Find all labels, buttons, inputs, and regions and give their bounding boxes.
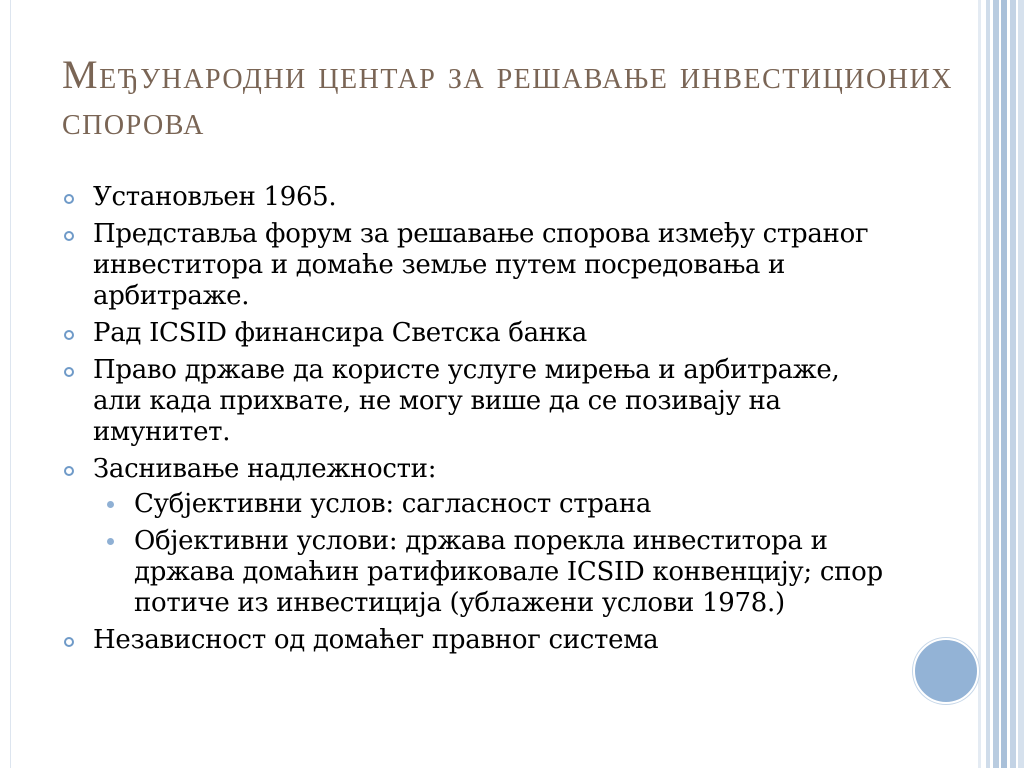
bullet-item	[62, 625, 892, 656]
bullet-text: Рад ICSID финансира Светска банка	[93, 318, 587, 348]
sub-bullet-text: Субјективни услов: сагласност страна	[134, 489, 652, 519]
ring-bullet-icon	[64, 330, 74, 340]
bullet-item	[62, 182, 892, 213]
bullet-item	[62, 219, 892, 312]
left-frame-line	[10, 0, 11, 768]
ring-bullet-icon	[64, 231, 74, 241]
ring-bullet-icon	[64, 194, 74, 204]
right-decorative-stripes	[978, 0, 1024, 768]
slide-content	[62, 182, 892, 656]
decorative-circle	[913, 638, 979, 704]
bullet-text: Право државе да користе услуге мирења и арбитраже, али када прихвате, не могу више да се позивају на имунитет.	[93, 355, 840, 447]
sub-bullet-text: Објективни услови: држава порекла инвеститора и држава домаћин ратификовале ICSID конвенцију; спор потиче из инвестиција (ублажени услови 1978.)	[134, 526, 883, 618]
bullet-text: Независност од домаћег правног система	[93, 625, 659, 655]
bullet-item	[62, 318, 892, 349]
sub-bullet-list	[104, 489, 892, 619]
slide-title: Међународни центар за решавање инвестиционих спорова	[62, 52, 953, 143]
sub-bullet-item	[104, 526, 892, 619]
bullet-item	[62, 454, 892, 619]
sub-bullet-item	[104, 489, 892, 520]
bullet-item	[62, 355, 892, 448]
dot-bullet-icon	[107, 538, 114, 545]
ring-bullet-icon	[64, 466, 74, 476]
bullet-text: Установљен 1965.	[93, 182, 337, 212]
bullet-text: Представља форум за решавање спорова између страног инвеститора и домаће земље путем посредовања и арбитраже.	[93, 219, 869, 311]
dot-bullet-icon	[107, 501, 114, 508]
ring-bullet-icon	[64, 367, 74, 377]
ring-bullet-icon	[64, 637, 74, 647]
bullet-text: Заснивање надлежности:	[93, 454, 437, 484]
